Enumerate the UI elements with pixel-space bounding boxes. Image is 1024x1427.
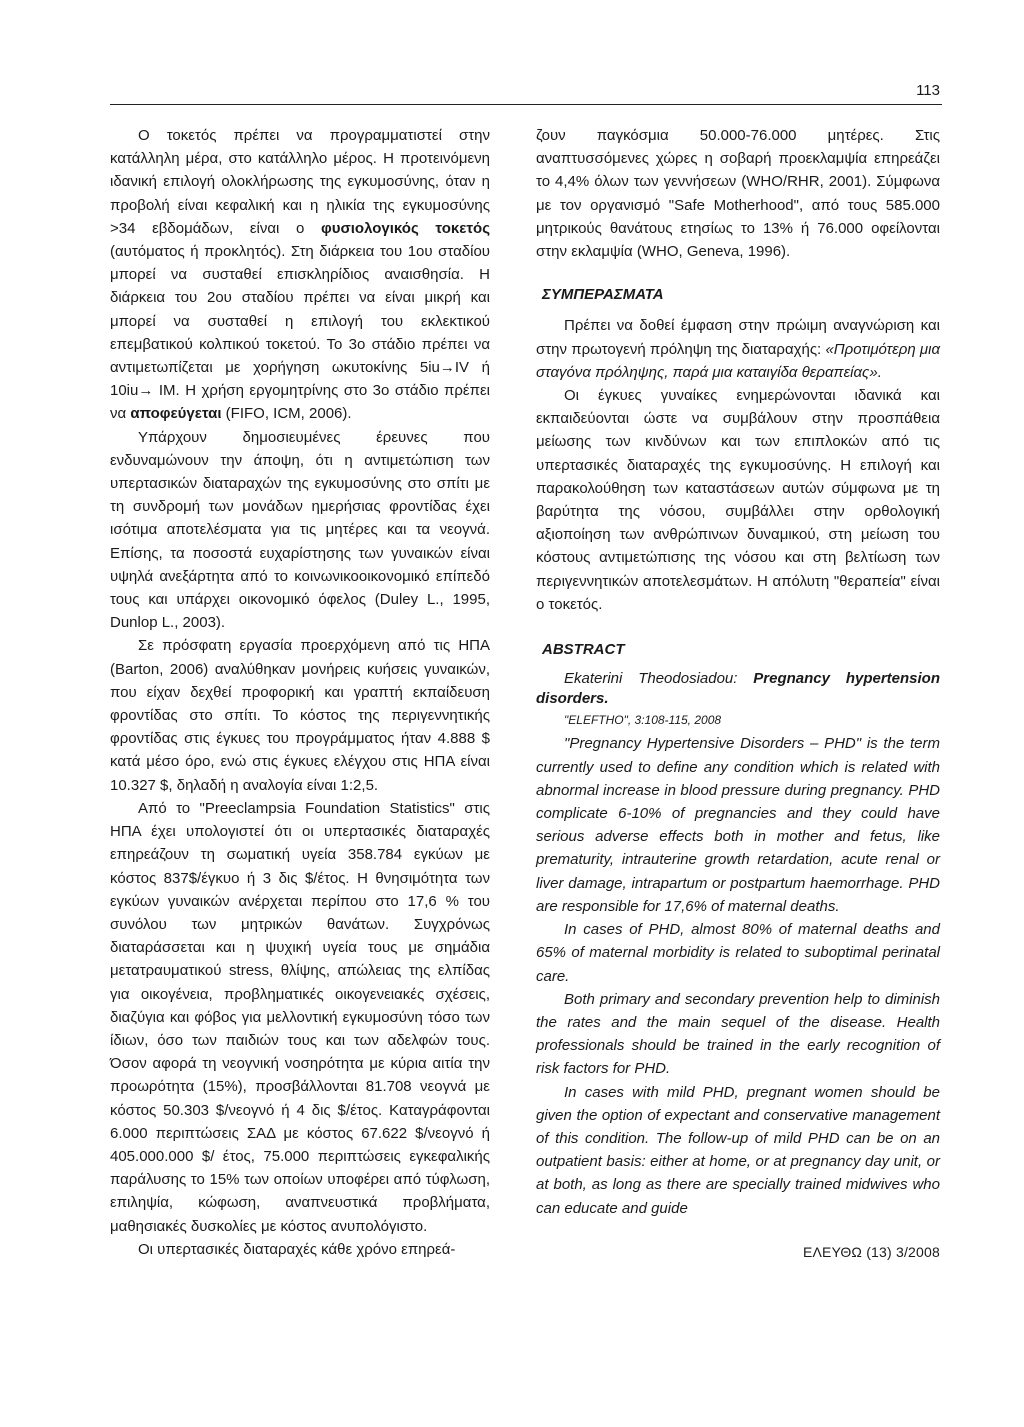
paragraph-home-care: Υπάρχουν δημοσιευμένες έρευνες που ενδυναμώνουν την άποψη, ότι η αντιμετώπιση των υπερτασικών διαταραχών της εγκυμοσύνης στο σπίτι με τη συνδρομή των μονάδων ημερήσιας φροντίδας έχει ισότιμα αποτελέσματα για τις μητέρες και τα νεογνά. Επίσης, τα ποσοστά ευχαρίστησης των γυναικών είναι υψηλά ανεξάρτητα από το κοινωνικοοικονομικό επίπεδό τους και υπάρχει οικονομικό όφελος (Duley L., 1995, Dunlop L., 2003).	[110, 428, 490, 632]
conclusions-heading: ΣΥΜΠΕΡΑΣΜΑΤΑ	[542, 286, 664, 304]
abstract-heading: ABSTRACT	[542, 641, 625, 659]
paragraph-continuation: Οι υπερτασικές διαταραχές κάθε χρόνο επηρεά-	[138, 1240, 456, 1258]
journal-reference: "ELEFTHO", 3:108-115, 2008	[564, 713, 722, 728]
abstract-paragraph: "Pregnancy Hypertensive Disorders – PHD" is the term currently used to define any condition which is related with abnormal increase in blood pressure during pregnancy. PHD complicate 6-10% of pregnancies and they could have serious adverse effects both in mother and fetus, like prematurity, intrauterine growth retardation, acute renal or liver damage, intrapartum or postpartum haemorrhage. PHD are responsible for 17,6% of maternal deaths.	[536, 735, 940, 915]
right-column	[536, 124, 940, 1220]
paragraph-education: Οι έγκυες γυναίκες ενημερώνονται ιδανικά και εκπαιδεύονται ώστε να συμβάλουν στην προσπάθεια μείωσης των κινδύνων και των επιπλοκών από τις υπερτασικές διαταραχές της εγκυμοσύνης. Η επιλογή και παρακολούθηση των καταστάσεων αυτών σύμφωνα με τη βαρύτητα της νόσου, συμβάλλει στην ορθολογική αξιοποίηση των ανθρώπινων δυναμικού, στη μείωση του κόστους αντιμετώπισης της νόσου και στη βελτίωση των περιγεννητικών αποτελεσμάτων. Η απόλυτη "θεραπεία" είναι ο τοκετός.	[536, 387, 940, 613]
abstract-paragraph: In cases of PHD, almost 80% of maternal deaths and 65% of maternal morbidity is related to suboptimal perinatal care.	[536, 921, 940, 985]
header-rule	[110, 104, 942, 105]
abstract-body	[536, 732, 940, 1219]
paragraph-prevention: Πρέπει να δοθεί έμφαση στην πρώιμη αναγνώριση και στην πρωτογενή πρόληψη της διαταραχής: «Προτιμότερη μια σταγόνα πρόληψης, παρά μια καταιγίδα θεραπείας».	[536, 317, 941, 381]
paragraph-delivery: Ο τοκετός πρέπει να προγραμματιστεί στην κατάλληλη μέρα, στο κατάλληλο μέρος. Η προτεινόμενη ιδανική επιλογή ολοκλήρωσης της εγκυμοσύνης, όταν η προβολή είναι κεφαλική και η ηλικία της εγκυμοσύνης >34 εβδομάδων, είναι ο φυσιολογικός τοκετός (αυτόματος ή προκλητός). Στη διάρκεια του 1ου σταδίου μπορεί να συσταθεί επισκληρίδιος αναισθησία. Η διάρκεια του 2ου σταδίου πρέπει να είναι μικρή και μπορεί να συσταθεί η επιλογή του εκλεκτικού επεμβατικού κολπικού τοκετού. Το 3ο στάδιο πρέπει να αντιμετωπίζεται με χορήγηση ωκυτοκίνης 5iu→IV ή 10iu→ IM. Η χρήση εργομητρίνης στο 3ο στάδιο πρέπει να αποφεύγεται (FIFO, ICM, 2006).	[110, 127, 490, 423]
page-number: 113	[916, 82, 940, 99]
paragraph-barton-study: Σε πρόσφατη εργασία προερχόμενη από τις ΗΠΑ (Barton, 2006) αναλύθηκαν μονήρεις κυήσεις γυναικών, που είχαν δεχθεί προφορική και γραπτή εκπαίδευση φροντίδας στο σπίτι. Το κόστος της περιγεννητικής φροντίδας στις έγκυες του προγράμματος ήταν 4.888 $ κατά μέσο όρο, ενώ στις έγκυες ελέγχου στις ΗΠΑ είναι 10.327 $, δηλαδή η αναλογία είναι 1:2,5.	[110, 637, 490, 794]
abstract-paragraph: Both primary and secondary prevention help to diminish the rates and the main sequel of the disease. Health professionals should be trained in the early recognition of risk factors for PHD.	[536, 990, 940, 1078]
left-column	[110, 124, 490, 1261]
paragraph-global-impact: ζουν παγκόσμια 50.000-76.000 μητέρες. Στις αναπτυσσόμενες χώρες η σοβαρή προεκλαμψία επηρεάζει το 4,4% όλων των γεννήσεων (WHO/RHR, 2001). Σύμφωνα με τον οργανισμό "Safe Motherhood", από τους 585.000 μητρικούς θανάτους ετησίως το 13% ή 76.000 οφείλονται στην εκλαμψία (WHO, Geneva, 1996).	[536, 127, 940, 261]
paragraph-statistics: Από το "Preeclampsia Foundation Statistics" στις ΗΠΑ έχει υπολογιστεί ότι οι υπερτασικές διαταραχές επηρεάζουν τη σωματική υγεία 358.784 εγκύων με κόστος 837$/έγκυο ή 3 δις $/έτος. Η θνησιμότητα των εγκύων γυναικών ανέρχεται περίπου στο 17,6 % του συνόλου των μητρικών θανάτων. Συγχρόνως διαταράσσεται και η ψυχική υγεία τους με σημάδια μετατραυματικού stress, θλίψης, απώλειας της ελπίδας για οικογένεια, προβληματικές οικογενειακές σχέσεις, διαζύγια και φόβος για μελλοντική εγκυμοσύνη τόσο των ίδιων, όσο των παιδιών τους και των αδελφών τους. Όσον αφορά τη νεογνική νοσηρότητα με κύρια αιτία την προωρότητα (15%), προσβάλλονται 81.708 νεογνά με κόστος 50.303 $/νεογνό ή 4 δις $/έτος. Καταγράφονται 6.000 περιπτώσεις ΣΑΔ με κόστος 67.622 $/νεογνό ή 405.000.000 $/ έτος, 75.000 περιπτώσεις εγκεφαλικής παράλυσης το 15% των οποίων υποφέρει από τύφλωση, επιληψία, κώφωση, αναπνευστικά προβλήματα, μαθησιακές δυσκολίες με κόστος ανυπολόγιστο.	[110, 799, 490, 1235]
abstract-paragraph: In cases with mild PHD, pregnant women should be given the option of expectant and conservative management of this condition. The follow-up of mild PHD can be on an outpatient basis: either at home, or at pregnancy day unit, or at both, as long as there are specially trained midwives who can educate and guide	[536, 1083, 940, 1217]
journal-footer: ΕΛΕΥΘΩ (13) 3/2008	[802, 1244, 940, 1260]
abstract-author-line: Ekaterini Theodosiadou: Pregnancy hypertension disorders.	[536, 670, 940, 708]
